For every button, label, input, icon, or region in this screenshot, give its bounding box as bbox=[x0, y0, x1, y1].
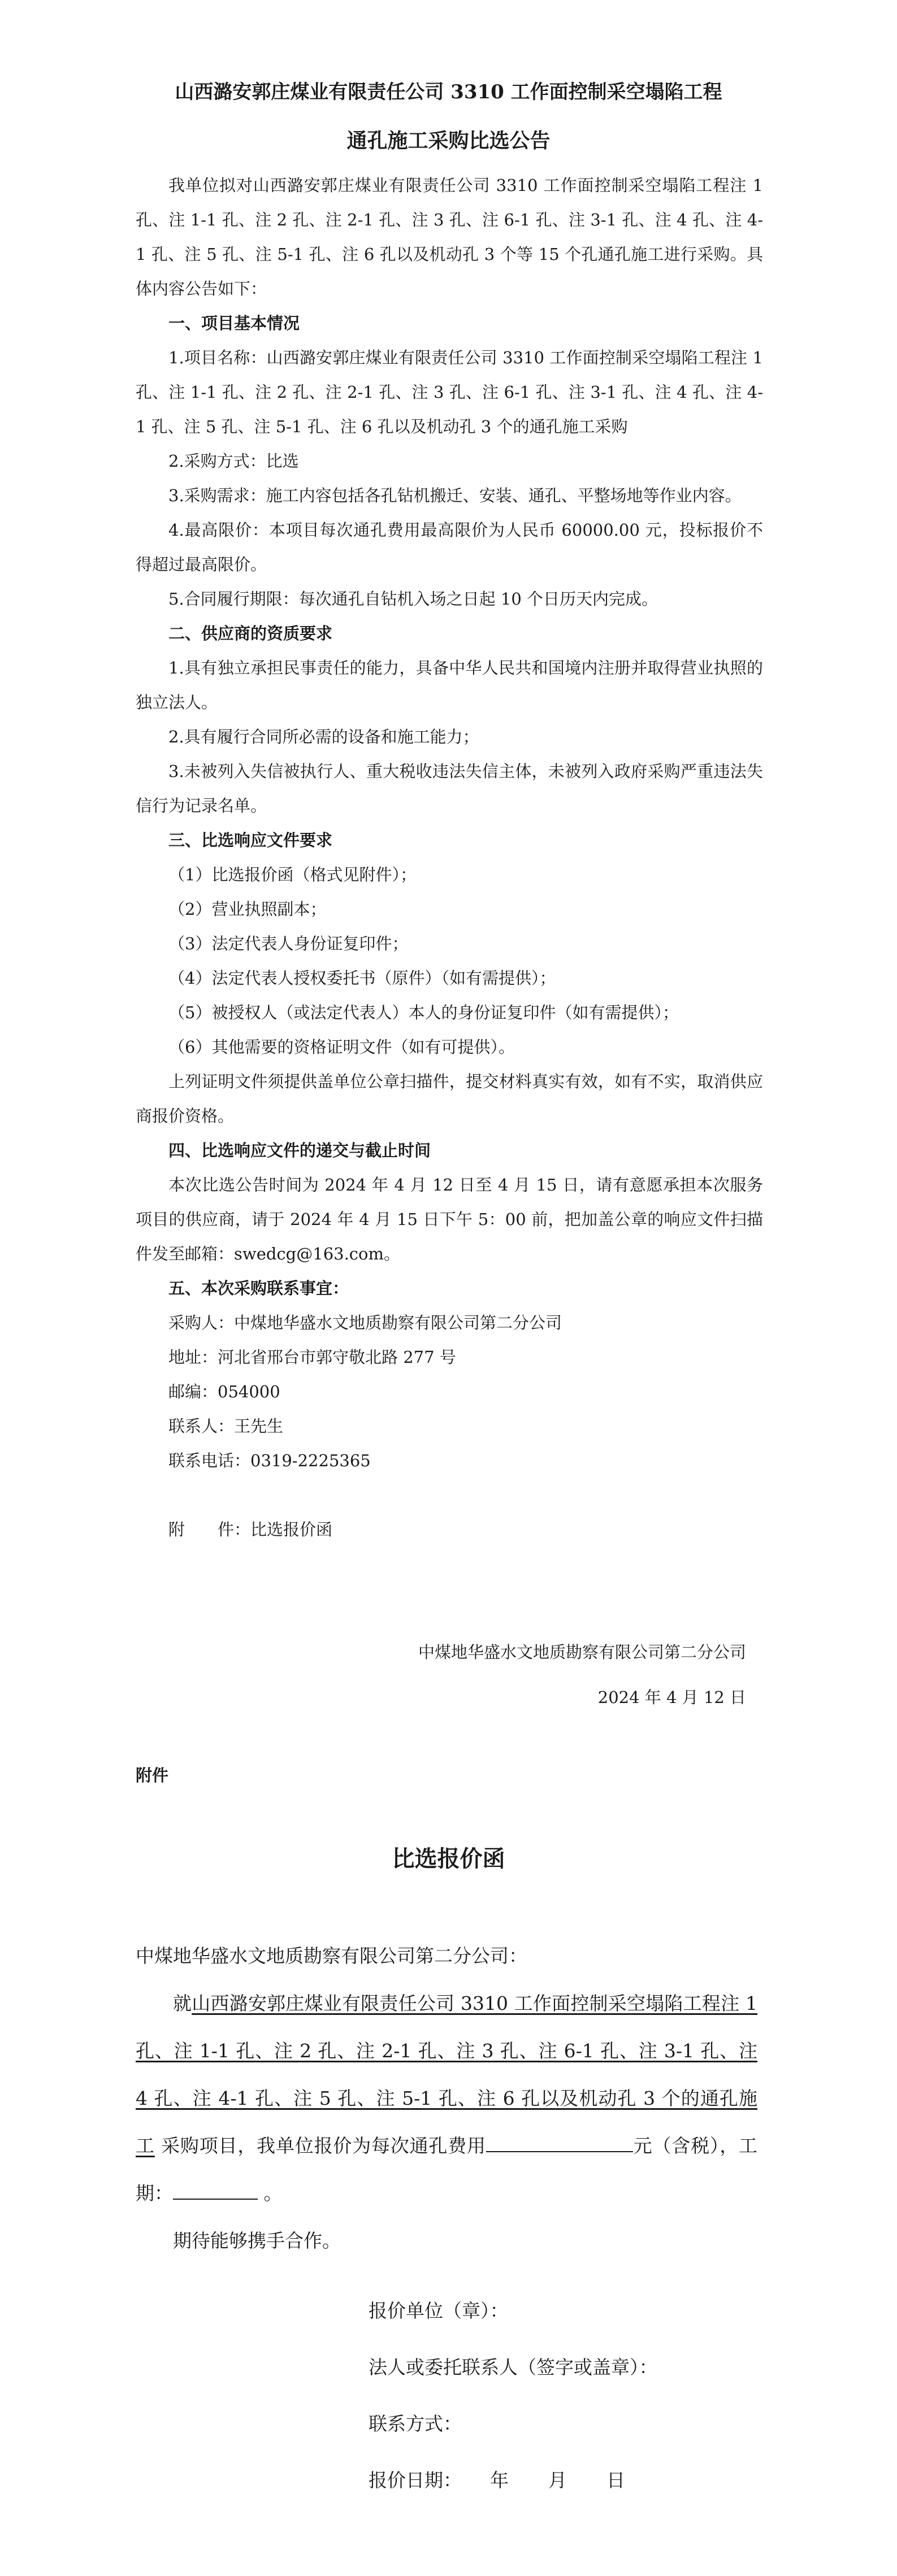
body-prefix: 就 bbox=[173, 1992, 192, 2014]
price-suffix: 元（含税），工期： bbox=[136, 2135, 758, 2204]
duration-blank[interactable] bbox=[173, 2179, 258, 2200]
date-label: 报价日期： bbox=[369, 2469, 462, 2491]
body-end: 。 bbox=[263, 2182, 283, 2204]
section3-item: （2）营业执照副本； bbox=[168, 900, 327, 919]
section3-item: （5）被授权人（或法定代表人）本人的身份证复印件（如有需提供）； bbox=[168, 1003, 679, 1022]
contact-phone: 联系电话：0319-2225365 bbox=[168, 1451, 371, 1470]
sign-field-date bbox=[369, 2452, 658, 2509]
intro-paragraph: 我单位拟对山西潞安郭庄煤业有限责任公司 3310 工作面控制采空塌陷工程注 1 孔、注 1-1 孔、注 2 孔、注 2-1 孔、注 3 孔、注 6-1 孔、注 3-1 孔、注 4 孔、注 4-1 孔、注 5 孔、注 5-1 孔、注 6 孔以及机动孔 3 个等 15 个孔通孔施工进行采购。具体内容公告如下： bbox=[136, 176, 763, 298]
section2-item: 2.具有履行合同所必需的设备和施工能力； bbox=[168, 727, 479, 746]
section3-item: （4）法定代表人授权委托书（原件）（如有需提供）； bbox=[168, 968, 556, 988]
notice-title-line1: 山西潞安郭庄煤业有限责任公司 3310 工作面控制采空塌陷工程 bbox=[175, 81, 722, 103]
signature-block bbox=[369, 2283, 658, 2509]
addressee: 中煤地华盛水文地质勘察有限公司第二分公司： bbox=[136, 1945, 527, 1967]
contact-person: 联系人：王先生 bbox=[168, 1417, 284, 1436]
closing-line: 期待能够携手合作。 bbox=[173, 2230, 341, 2252]
spacer bbox=[136, 1478, 763, 1513]
issue-date: 2024 年 4 月 12 日 bbox=[597, 1688, 746, 1707]
quote-letter-title: 比选报价函 bbox=[392, 1845, 505, 1872]
project-name-underlined: 山西潞安郭庄煤业有限责任公司 3310 工作面控制采空塌陷工程注 1 孔、注 1-1 孔、注 2 孔、注 2-1 孔、注 3 孔、注 6-1 孔、注 3-1 孔、注 4 孔、注 4-1 孔、注 5 孔、注 5-1 孔、注 6 孔以及机动孔 3 个的通孔施工 bbox=[136, 1992, 757, 2157]
section3-item: （1）比选报价函（格式见附件）； bbox=[168, 865, 417, 884]
section4-text: 本次比选公告时间为 2024 年 4 月 12 日至 4 月 15 日，请有意愿承担本次服务项目的供应商，请于 2024 年 4 月 15 日下午 5：00 前，把加盖公章的响应文件扫描件发至邮箱：swedcg@163.com。 bbox=[136, 1175, 763, 1263]
quote-paragraph bbox=[136, 1980, 757, 2217]
section4-heading: 四、比选响应文件的递交与截止时间 bbox=[168, 1141, 431, 1160]
section3-item: （3）法定代表人身份证复印件； bbox=[168, 934, 409, 953]
section3-note: 上列证明文件须提供盖单位公章扫描件，提交材料真实有效，如有不实，取消供应商报价资格。 bbox=[136, 1072, 763, 1126]
contact-address: 地址：河北省邢台市郭守敬北路 277 号 bbox=[168, 1348, 456, 1367]
section3-heading: 三、比选响应文件要求 bbox=[168, 831, 333, 850]
section1-item: 4.最高限价：本项目每次通孔费用最高限价为人民币 60000.00 元，投标报价不得超过最高限价。 bbox=[136, 520, 763, 574]
section5-heading: 五、本次采购联系事宜： bbox=[168, 1279, 349, 1298]
date-month: 月 bbox=[548, 2469, 567, 2491]
section1-heading: 一、项目基本情况 bbox=[168, 314, 300, 333]
contact-purchaser: 采购人：中煤地华盛水文地质勘察有限公司第二分公司 bbox=[168, 1313, 562, 1332]
date-year: 年 bbox=[490, 2469, 509, 2491]
quote-letter bbox=[136, 1932, 757, 2265]
attachment-note: 附 件：比选报价函 bbox=[168, 1520, 333, 1539]
sign-field-contact: 联系方式： bbox=[369, 2413, 462, 2435]
notice-body bbox=[136, 168, 763, 1547]
date-day: 日 bbox=[606, 2469, 625, 2491]
section2-item: 3.未被列入失信被执行人、重大税收违法失信主体，未被列入政府采购严重违法失信行为记录名单。 bbox=[136, 762, 763, 815]
body-middle: 采购项目，我单位报价为每次通孔费用 bbox=[161, 2135, 486, 2157]
appendix-label: 附件 bbox=[136, 1766, 169, 1785]
issuer-name: 中煤地华盛水文地质勘察有限公司第二分公司 bbox=[418, 1643, 746, 1662]
section2-item: 1.具有独立承担民事责任的能力，具备中华人民共和国境内注册并取得营业执照的独立法人。 bbox=[136, 658, 763, 712]
notice-title-line2: 通孔施工采购比选公告 bbox=[346, 129, 551, 153]
sign-field-company: 报价单位（章）： bbox=[369, 2300, 509, 2322]
section2-heading: 二、供应商的资质要求 bbox=[168, 624, 333, 643]
sign-field-representative: 法人或委托联系人（签字或盖章）： bbox=[369, 2356, 658, 2378]
section1-item: 3.采购需求：施工内容包括各孔钻机搬迁、安装、通孔、平整场地等作业内容。 bbox=[168, 486, 742, 505]
section1-item: 2.采购方式：比选 bbox=[168, 451, 299, 471]
price-blank[interactable] bbox=[486, 2132, 633, 2152]
section3-item: （6）其他需要的资格证明文件（如有可提供）。 bbox=[168, 1037, 515, 1057]
section1-item: 1.项目名称：山西潞安郭庄煤业有限责任公司 3310 工作面控制采空塌陷工程注 1 孔、注 1-1 孔、注 2 孔、注 2-1 孔、注 3 孔、注 6-1 孔、注 3-1 孔、注 4 孔、注 4-1 孔、注 5 孔、注 5-1 孔、注 6 孔以及机动孔 3 个的通孔施工采购 bbox=[136, 348, 763, 436]
section1-item: 5.合同履行期限：每次通孔自钻机入场之日起 10 个日历天内完成。 bbox=[168, 589, 658, 609]
contact-postcode: 邮编：054000 bbox=[168, 1382, 280, 1401]
